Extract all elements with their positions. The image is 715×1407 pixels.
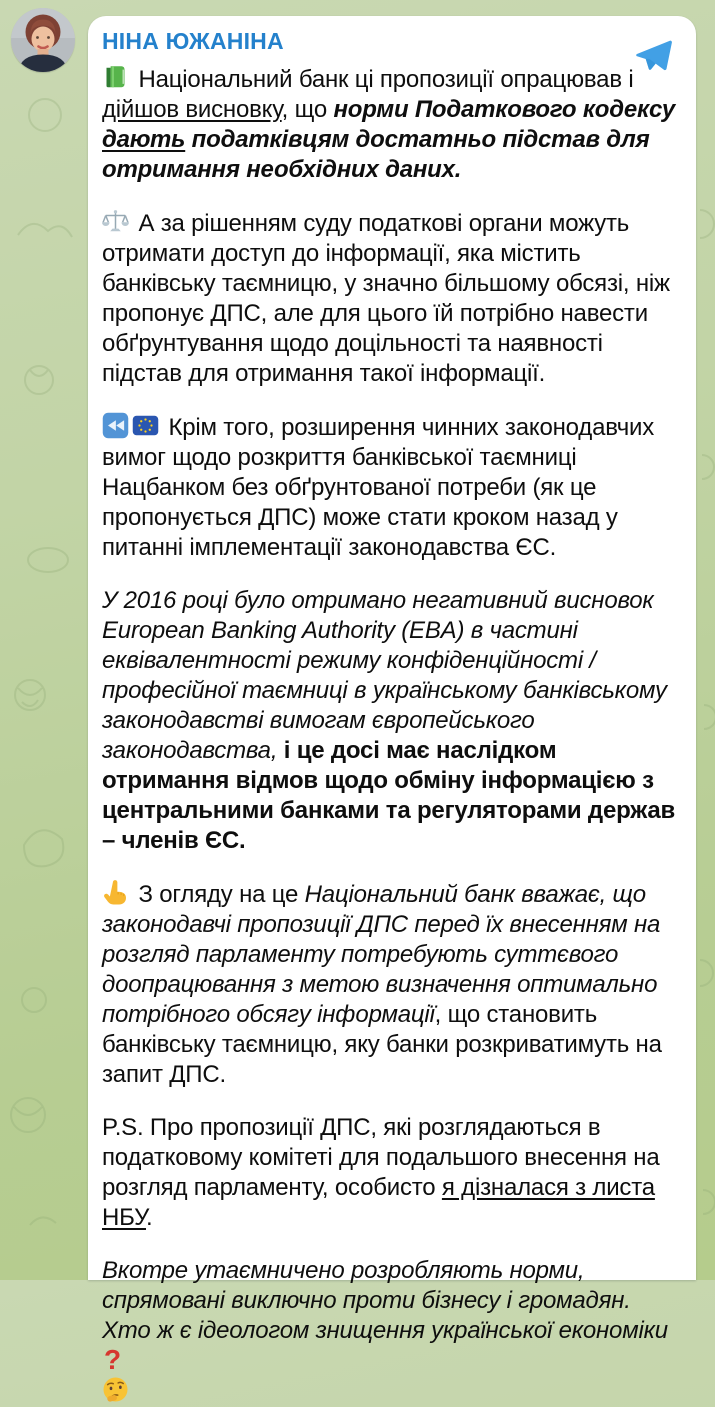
text-run: Крім того, розширення чинних законодавчих вимог щодо розкриття банківської таємниці Нацбанком без обґрунтованої потреби (як це пропонується ДПС) може стати кроком назад у питанні імплементації законодавства ЄС. [102, 414, 655, 561]
message-paragraph [102, 64, 680, 185]
green-book-emoji [102, 64, 129, 91]
channel-avatar[interactable] [11, 8, 75, 72]
point-up-emoji [102, 879, 129, 906]
red-question-emoji: ? [104, 1344, 121, 1375]
text-run: , що становить банківську таємницю, яку банки розкриватимуть на запит ДПС. [102, 1001, 662, 1088]
text-run: З огляду на це [132, 881, 305, 908]
text-run: і це досі має наслідком отримання відмов щодо обміну інформацією з центральними банками та регуляторами держав – членів ЄС. [102, 737, 676, 854]
channel-name[interactable]: НІНА ЮЖАНІНА [102, 28, 284, 54]
text-run: . [146, 1204, 153, 1231]
text-run: я дізналася з листа НБУ [102, 1174, 655, 1231]
message-bubble[interactable] [88, 16, 696, 1375]
text-run: дійшов висновку [102, 96, 282, 123]
message-paragraph [102, 1256, 680, 1407]
text-run: дають [102, 126, 186, 153]
text-run: , що [281, 96, 334, 123]
eu-flag-emoji [132, 412, 159, 439]
text-run: Вкотре утаємничено розробляють норми, спрямовані виключно проти бізнесу і громадян. [102, 1257, 631, 1314]
rewind-emoji [102, 412, 129, 439]
text-run: P.S. Про пропозиції ДПС, які розглядаються в податковому комітеті для подальшого внесення на розгляд парламенту, особисто [102, 1114, 660, 1201]
message-paragraph [102, 1113, 680, 1233]
message-paragraph [102, 879, 680, 1090]
thinking-face-emoji [102, 1376, 129, 1403]
avatar-photo [11, 8, 75, 72]
text-run: У 2016 році було отримано негативний висновок European Banking Authority (EBA) в частині еквівалентності режиму конфіденційності / професійної таємниці в українському банківському законодавстві вимогам європейського законодавства, [102, 587, 667, 764]
message-paragraph [102, 208, 680, 389]
text-run: Хто ж є ідеологом знищення української економіки [102, 1317, 668, 1344]
text-run: норми Податкового кодексу [333, 96, 675, 123]
text-run: А за рішенням суду податкові органи можуть отримати доступ до інформації, яка містить банківську таємницю, у значно більшому обсязі, ніж пропонує ДПС, але для цього їй потрібно навести обґрунтування щодо доцільності та наявності підстав для отримання такої інформації. [102, 210, 670, 387]
text-run: Національний банк ці пропозиції опрацював і [132, 66, 634, 93]
scales-emoji [102, 208, 129, 235]
telegram-plane-icon[interactable] [634, 37, 672, 73]
text-run: Національний банк вважає, що законодавчі пропозиції ДПС перед їх внесенням на розгляд парламенту потребують суттєвого доопрацювання з метою визначення оптимально потрібного обсягу інформації [102, 881, 661, 1028]
message-paragraph [102, 412, 680, 563]
text-run: податківцям достатньо підстав для отримання необхідних даних. [102, 126, 650, 183]
message-text [102, 64, 680, 1407]
message-paragraph [102, 586, 680, 856]
